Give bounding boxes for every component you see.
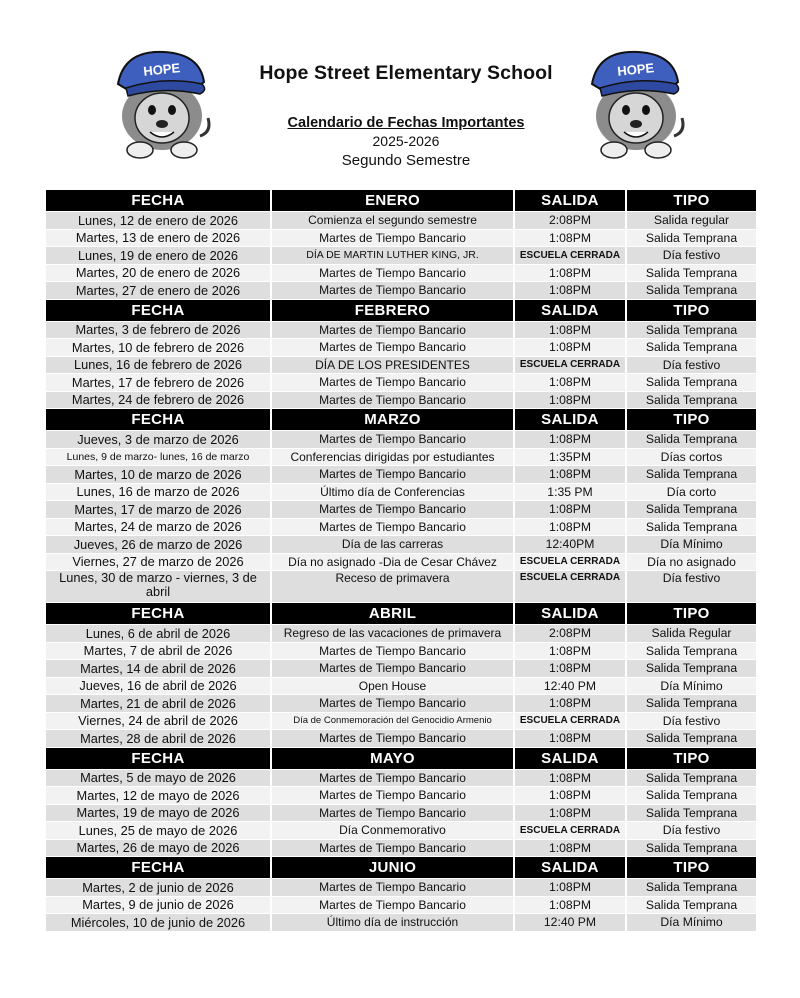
event-cell: Día de Conmemoración del Genocidio Armenio (271, 712, 514, 730)
date-cell: Viernes, 27 de marzo de 2026 (46, 553, 271, 571)
event-cell: Martes de Tiempo Bancario (271, 282, 514, 300)
type-cell: Salida Temprana (626, 642, 756, 660)
dismissal-cell: 2:08PM (514, 212, 626, 230)
table-row (46, 642, 756, 660)
date-cell: Lunes, 6 de abril de 2026 (46, 625, 271, 643)
type-cell: Salida Temprana (626, 229, 756, 247)
semester-label: Segundo Semestre (341, 152, 471, 169)
date-cell: Martes, 10 de marzo de 2026 (46, 466, 271, 484)
date-cell: Jueves, 3 de marzo de 2026 (46, 431, 271, 449)
dismissal-cell: ESCUELA CERRADA (514, 356, 626, 374)
type-cell: Días cortos (626, 448, 756, 466)
column-header: FECHA (46, 190, 271, 212)
event-cell: Open House (271, 677, 514, 695)
dismissal-cell: 12:40PM (514, 536, 626, 554)
school-year: 2025-2026 (372, 133, 440, 149)
event-cell: Regreso de las vacaciones de primavera (271, 625, 514, 643)
type-cell: Salida Temprana (626, 501, 756, 519)
column-header: SALIDA (514, 857, 626, 879)
dismissal-cell: 1:08PM (514, 804, 626, 822)
date-cell: Lunes, 25 de mayo de 2026 (46, 822, 271, 840)
type-cell: Salida Temprana (626, 660, 756, 678)
month-header-row (46, 299, 756, 321)
type-cell: Salida Temprana (626, 730, 756, 748)
type-cell: Día corto (626, 483, 756, 501)
date-cell: Martes, 9 de junio de 2026 (46, 896, 271, 914)
column-header: MARZO (271, 409, 514, 431)
svg-text:HOPE: HOPE (142, 60, 181, 79)
date-cell: Jueves, 26 de marzo de 2026 (46, 536, 271, 554)
date-cell: Martes, 12 de mayo de 2026 (46, 787, 271, 805)
date-cell: Lunes, 12 de enero de 2026 (46, 212, 271, 230)
table-row (46, 339, 756, 357)
dismissal-cell: 1:08PM (514, 229, 626, 247)
event-cell: Martes de Tiempo Bancario (271, 642, 514, 660)
date-cell: Martes, 5 de mayo de 2026 (46, 769, 271, 787)
event-cell: Martes de Tiempo Bancario (271, 730, 514, 748)
dismissal-cell: 1:08PM (514, 282, 626, 300)
table-row (46, 431, 756, 449)
type-cell: Salida Temprana (626, 804, 756, 822)
table-row (46, 896, 756, 914)
column-header: FECHA (46, 747, 271, 769)
date-cell: Viernes, 24 de abril de 2026 (46, 712, 271, 730)
type-cell: Día Mínimo (626, 536, 756, 554)
dismissal-cell: 1:08PM (514, 501, 626, 519)
dismissal-cell: 1:08PM (514, 839, 626, 857)
table-row (46, 356, 756, 374)
table-row (46, 730, 756, 748)
event-cell: Martes de Tiempo Bancario (271, 229, 514, 247)
event-cell: Conferencias dirigidas por estudiantes (271, 448, 514, 466)
type-cell: Salida Temprana (626, 787, 756, 805)
type-cell: Día festivo (626, 571, 756, 603)
date-cell: Martes, 20 de enero de 2026 (46, 264, 271, 282)
event-cell: Martes de Tiempo Bancario (271, 787, 514, 805)
type-cell: Salida Temprana (626, 769, 756, 787)
dismissal-cell: 1:08PM (514, 466, 626, 484)
event-cell: Receso de primavera (271, 571, 514, 603)
type-cell: Salida Regular (626, 625, 756, 643)
event-cell: Martes de Tiempo Bancario (271, 839, 514, 857)
dismissal-cell: 1:08PM (514, 264, 626, 282)
date-cell: Lunes, 19 de enero de 2026 (46, 247, 271, 265)
event-cell: Día no asignado -Dia de Cesar Chávez (271, 553, 514, 571)
event-cell: Día Conmemorativo (271, 822, 514, 840)
type-cell: Salida regular (626, 212, 756, 230)
table-row (46, 448, 756, 466)
column-header: FECHA (46, 857, 271, 879)
event-cell: Martes de Tiempo Bancario (271, 466, 514, 484)
table-row (46, 483, 756, 501)
date-cell: Martes, 13 de enero de 2026 (46, 229, 271, 247)
type-cell: Salida Temprana (626, 695, 756, 713)
dismissal-cell: 12:40 PM (514, 914, 626, 932)
type-cell: Salida Temprana (626, 879, 756, 897)
type-cell: Día festivo (626, 247, 756, 265)
column-header: TIPO (626, 857, 756, 879)
column-header: SALIDA (514, 603, 626, 625)
column-header: FEBRERO (271, 299, 514, 321)
type-cell: Día festivo (626, 712, 756, 730)
type-cell: Día festivo (626, 822, 756, 840)
dismissal-cell: 1:08PM (514, 431, 626, 449)
dismissal-cell: ESCUELA CERRADA (514, 247, 626, 265)
date-cell: Miércoles, 10 de junio de 2026 (46, 914, 271, 932)
dismissal-cell: 1:08PM (514, 518, 626, 536)
column-header: TIPO (626, 190, 756, 212)
important-dates-table (46, 190, 756, 932)
table-row (46, 321, 756, 339)
calendar-title: Calendario de Fechas Importantes (287, 115, 525, 131)
table-row (46, 282, 756, 300)
event-cell: Martes de Tiempo Bancario (271, 431, 514, 449)
column-header: SALIDA (514, 747, 626, 769)
table-row (46, 625, 756, 643)
event-cell: Martes de Tiempo Bancario (271, 391, 514, 409)
type-cell: Salida Temprana (626, 321, 756, 339)
column-header: ENERO (271, 190, 514, 212)
event-cell: DÍA DE LOS PRESIDENTES (271, 356, 514, 374)
event-cell: Martes de Tiempo Bancario (271, 896, 514, 914)
dismissal-cell: 1:08PM (514, 391, 626, 409)
dismissal-cell: 12:40 PM (514, 677, 626, 695)
type-cell: Salida Temprana (626, 282, 756, 300)
event-cell: Día de las carreras (271, 536, 514, 554)
dismissal-cell: ESCUELA CERRADA (514, 553, 626, 571)
dismissal-cell: 1:08PM (514, 787, 626, 805)
event-cell: Último día de Conferencias (271, 483, 514, 501)
date-cell: Martes, 28 de abril de 2026 (46, 730, 271, 748)
column-header: TIPO (626, 603, 756, 625)
column-header: TIPO (626, 409, 756, 431)
type-cell: Salida Temprana (626, 374, 756, 392)
table-row (46, 914, 756, 932)
type-cell: Día Mínimo (626, 914, 756, 932)
dismissal-cell: 1:08PM (514, 879, 626, 897)
date-cell: Martes, 3 de febrero de 2026 (46, 321, 271, 339)
month-header-row (46, 857, 756, 879)
date-cell: Lunes, 16 de febrero de 2026 (46, 356, 271, 374)
event-cell: Martes de Tiempo Bancario (271, 769, 514, 787)
table-row (46, 712, 756, 730)
event-cell: DÍA DE MARTIN LUTHER KING, JR. (271, 247, 514, 265)
date-cell: Martes, 21 de abril de 2026 (46, 695, 271, 713)
dismissal-cell: 1:08PM (514, 339, 626, 357)
table-row (46, 839, 756, 857)
table-row (46, 212, 756, 230)
type-cell: Día Mínimo (626, 677, 756, 695)
table-row (46, 769, 756, 787)
event-cell: Comienza el segundo semestre (271, 212, 514, 230)
table-row (46, 536, 756, 554)
table-row (46, 553, 756, 571)
date-cell: Martes, 19 de mayo de 2026 (46, 804, 271, 822)
table-row (46, 518, 756, 536)
column-header: SALIDA (514, 299, 626, 321)
table-row (46, 247, 756, 265)
date-cell: Martes, 17 de marzo de 2026 (46, 501, 271, 519)
column-header: SALIDA (514, 190, 626, 212)
table-row (46, 391, 756, 409)
column-header: ABRIL (271, 603, 514, 625)
date-cell: Lunes, 16 de marzo de 2026 (46, 483, 271, 501)
table-row (46, 501, 756, 519)
dismissal-cell: 2:08PM (514, 625, 626, 643)
event-cell: Martes de Tiempo Bancario (271, 264, 514, 282)
column-header: FECHA (46, 409, 271, 431)
table-row (46, 660, 756, 678)
event-cell: Último día de instrucción (271, 914, 514, 932)
month-header-row (46, 747, 756, 769)
dismissal-cell: 1:08PM (514, 374, 626, 392)
date-cell: Martes, 27 de enero de 2026 (46, 282, 271, 300)
dismissal-cell: 1:35 PM (514, 483, 626, 501)
column-header: FECHA (46, 299, 271, 321)
dismissal-cell: 1:08PM (514, 730, 626, 748)
month-header-row (46, 190, 756, 212)
table-row (46, 571, 756, 603)
date-cell: Martes, 24 de marzo de 2026 (46, 518, 271, 536)
date-cell: Martes, 26 de mayo de 2026 (46, 839, 271, 857)
month-header-row (46, 409, 756, 431)
event-cell: Martes de Tiempo Bancario (271, 879, 514, 897)
column-header: FECHA (46, 603, 271, 625)
table-row (46, 374, 756, 392)
table-row (46, 677, 756, 695)
dismissal-cell: 1:08PM (514, 660, 626, 678)
type-cell: Salida Temprana (626, 518, 756, 536)
table-row (46, 879, 756, 897)
date-cell: Lunes, 30 de marzo - viernes, 3 de abril (46, 571, 271, 603)
date-cell: Martes, 10 de febrero de 2026 (46, 339, 271, 357)
date-cell: Martes, 24 de febrero de 2026 (46, 391, 271, 409)
svg-text:HOPE: HOPE (616, 60, 655, 79)
type-cell: Salida Temprana (626, 896, 756, 914)
table-row (46, 466, 756, 484)
event-cell: Martes de Tiempo Bancario (271, 660, 514, 678)
column-header: TIPO (626, 299, 756, 321)
type-cell: Salida Temprana (626, 339, 756, 357)
type-cell: Salida Temprana (626, 391, 756, 409)
date-cell: Martes, 7 de abril de 2026 (46, 642, 271, 660)
table-row (46, 264, 756, 282)
date-cell: Martes, 17 de febrero de 2026 (46, 374, 271, 392)
event-cell: Martes de Tiempo Bancario (271, 339, 514, 357)
table-row (46, 822, 756, 840)
dismissal-cell: 1:08PM (514, 695, 626, 713)
table-row (46, 229, 756, 247)
event-cell: Martes de Tiempo Bancario (271, 518, 514, 536)
date-cell: Jueves, 16 de abril de 2026 (46, 677, 271, 695)
column-header: MAYO (271, 747, 514, 769)
type-cell: Salida Temprana (626, 466, 756, 484)
event-cell: Martes de Tiempo Bancario (271, 804, 514, 822)
dismissal-cell: 1:08PM (514, 321, 626, 339)
date-cell: Martes, 2 de junio de 2026 (46, 879, 271, 897)
type-cell: Día no asignado (626, 553, 756, 571)
column-header: TIPO (626, 747, 756, 769)
type-cell: Día festivo (626, 356, 756, 374)
type-cell: Salida Temprana (626, 839, 756, 857)
type-cell: Salida Temprana (626, 431, 756, 449)
date-cell: Lunes, 9 de marzo- lunes, 16 de marzo (46, 448, 271, 466)
event-cell: Martes de Tiempo Bancario (271, 501, 514, 519)
dismissal-cell: 1:08PM (514, 896, 626, 914)
type-cell: Salida Temprana (626, 264, 756, 282)
event-cell: Martes de Tiempo Bancario (271, 695, 514, 713)
month-header-row (46, 603, 756, 625)
dismissal-cell: 1:35PM (514, 448, 626, 466)
school-name: Hope Street Elementary School (259, 62, 553, 84)
dismissal-cell: 1:08PM (514, 769, 626, 787)
column-header: SALIDA (514, 409, 626, 431)
date-cell: Martes, 14 de abril de 2026 (46, 660, 271, 678)
dismissal-cell: 1:08PM (514, 642, 626, 660)
table-row (46, 804, 756, 822)
column-header: JUNIO (271, 857, 514, 879)
event-cell: Martes de Tiempo Bancario (271, 321, 514, 339)
dismissal-cell: ESCUELA CERRADA (514, 712, 626, 730)
table-row (46, 787, 756, 805)
table-row (46, 695, 756, 713)
event-cell: Martes de Tiempo Bancario (271, 374, 514, 392)
dismissal-cell: ESCUELA CERRADA (514, 822, 626, 840)
dismissal-cell: ESCUELA CERRADA (514, 571, 626, 603)
